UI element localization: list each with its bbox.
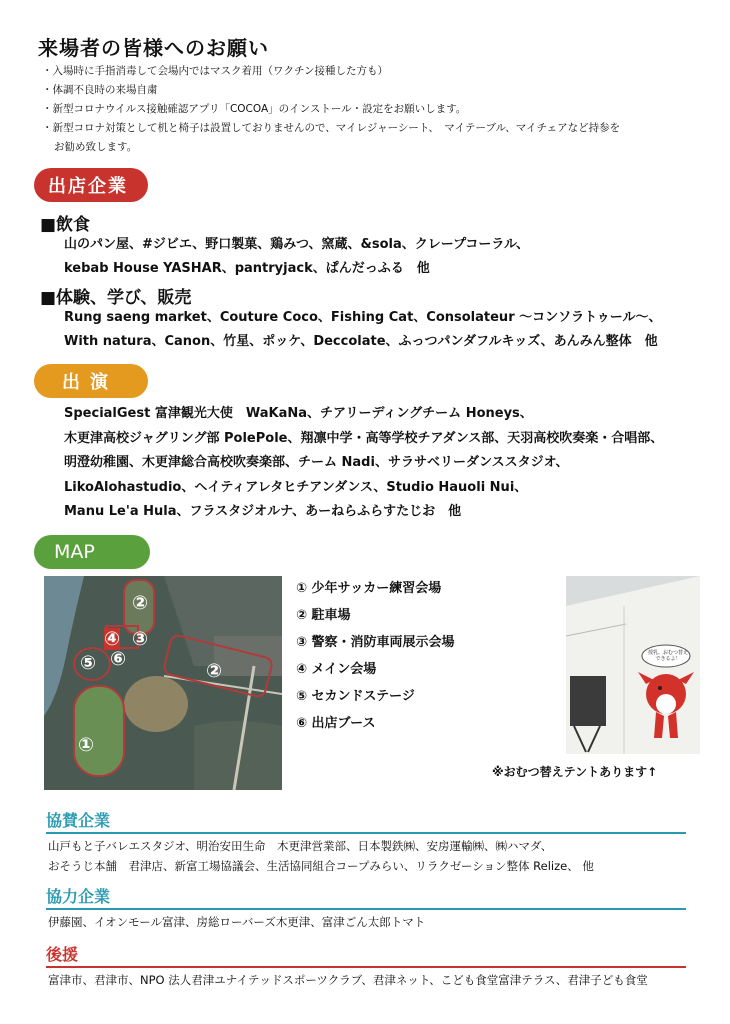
experience-line: Rung saeng market、Couture Coco、Fishing Cat、Consolateur 〜コンソラトゥール〜、 (64, 310, 662, 325)
map-marker-6: ⑥ (110, 648, 127, 670)
legend-item: ⑥ 出店ブース (296, 716, 376, 731)
food-line: kebab House YASHAR、pantryjack、ぱんだっふる 他 (64, 261, 430, 276)
tent-sign-text: 授乳、おむつ替えできるよ！ (647, 650, 688, 662)
sponsors-line: 山戸もと子バレエスタジオ、明治安田生命 木更津営業部、日本製鉄㈱、安房運輸㈱、㈱ハマダ、 (48, 839, 553, 853)
map-heading: MAP (34, 535, 150, 569)
sponsors-list (48, 836, 594, 876)
performers-line: 明澄幼稚園、木更津総合高校吹奏楽部、チーム Nadi、サラサベリーダンススタジオ、 (64, 455, 569, 470)
page-title: 来場者の皆様へのお願い (38, 36, 269, 60)
map-marker-2b: ② (206, 660, 223, 682)
supporters-heading: 後援 (46, 945, 79, 964)
sponsors-heading: 協賛企業 (46, 811, 111, 830)
sponsors-divider (46, 832, 686, 834)
venue-map (44, 576, 282, 790)
map-marker-2: ② (132, 592, 149, 614)
exhibitors-heading: 出店企業 (34, 168, 148, 202)
performers-line: Manu Le'a Hula、フラスタジオルナ、あーねらふらすたじお 他 (64, 504, 462, 519)
legend-item: ④ メイン会場 (296, 662, 377, 677)
experience-list (64, 306, 662, 354)
performers-line: LikoAlohastudio、ヘイティアレタヒチアンダンス、Studio Hauoli Nui、 (64, 479, 528, 495)
cooperators-divider (46, 908, 686, 910)
performers-line: SpecialGest 富津観光大使 WaKaNa、チアリーディングチーム Honeys、 (64, 406, 533, 421)
notice-item: ・体調不良時の来場自粛 (42, 84, 158, 96)
notice-list (42, 62, 702, 157)
legend-item: ⑤ セカンドステージ (296, 689, 415, 704)
map-marker-4: ④ (104, 628, 121, 650)
legend-item: ① 少年サッカー練習会場 (296, 581, 442, 596)
venue-map-drawing (44, 576, 282, 790)
performers-line: 木更津高校ジャグリング部 PolePole、翔凛中学・高等学校チアダンス部、天羽高校吹奏楽・合唱部、 (64, 430, 664, 446)
map-legend (296, 575, 455, 737)
cooperators-list (48, 912, 425, 932)
food-line: 山のパン屋、#ジビエ、野口製菓、鶏みつ、窯蔵、&sola、クレープコーラル、 (64, 237, 530, 252)
notice-item: お勧め致します。 (54, 141, 138, 153)
tent-illustration (566, 576, 700, 754)
photo-caption: ※おむつ替えテントあります↑ (492, 765, 658, 779)
map-marker-3: ③ (132, 628, 149, 650)
notice-item: ・入場時に手指消毒して会場内ではマスク着用（ワクチン接種した方も） (42, 65, 388, 77)
notice-item: ・新型コロナウイルス接触確認アプリ「COCOA」のインストール・設定をお願いします。 (42, 103, 467, 115)
sponsors-line: おそうじ本舗 君津店、新富工場協議会、生活協同組合コープみらい、リラクゼーション整体 Relize、 他 (48, 859, 594, 873)
experience-heading: ■体験、学び、販売 (40, 288, 192, 308)
supporters-list (48, 970, 648, 990)
legend-item: ③ 警察・消防車両展示会場 (296, 635, 455, 650)
supporters-divider (46, 966, 686, 968)
map-marker-1: ① (78, 734, 95, 756)
notice-item: ・新型コロナ対策として机と椅子は設置しておりませんので、マイレジャーシート、 マイテーブル、マイチェアなど持参を (42, 122, 621, 134)
legend-item: ② 駐車場 (296, 608, 351, 623)
food-heading: ■飲食 (40, 215, 91, 235)
cooperators-heading: 協力企業 (46, 887, 111, 906)
supporters-line: 富津市、君津市、NPO 法人君津ユナイテッドスポーツクラブ、君津ネット、こども食堂富津テラス、君津子ども食堂 (48, 973, 648, 987)
experience-line: With natura、Canon、竹星、ポッケ、Deccolate、ふっつパンダフルキッズ、あんみん整体 他 (64, 334, 658, 349)
food-list (64, 233, 529, 281)
map-marker-5: ⑤ (80, 652, 97, 674)
nursing-tent-photo (566, 576, 700, 754)
cooperators-line: 伊藤園、イオンモール富津、房総ローバーズ木更津、富津ごん太郎トマト (48, 915, 426, 929)
performers-heading: 出演 (34, 364, 148, 398)
performers-list (64, 402, 663, 525)
